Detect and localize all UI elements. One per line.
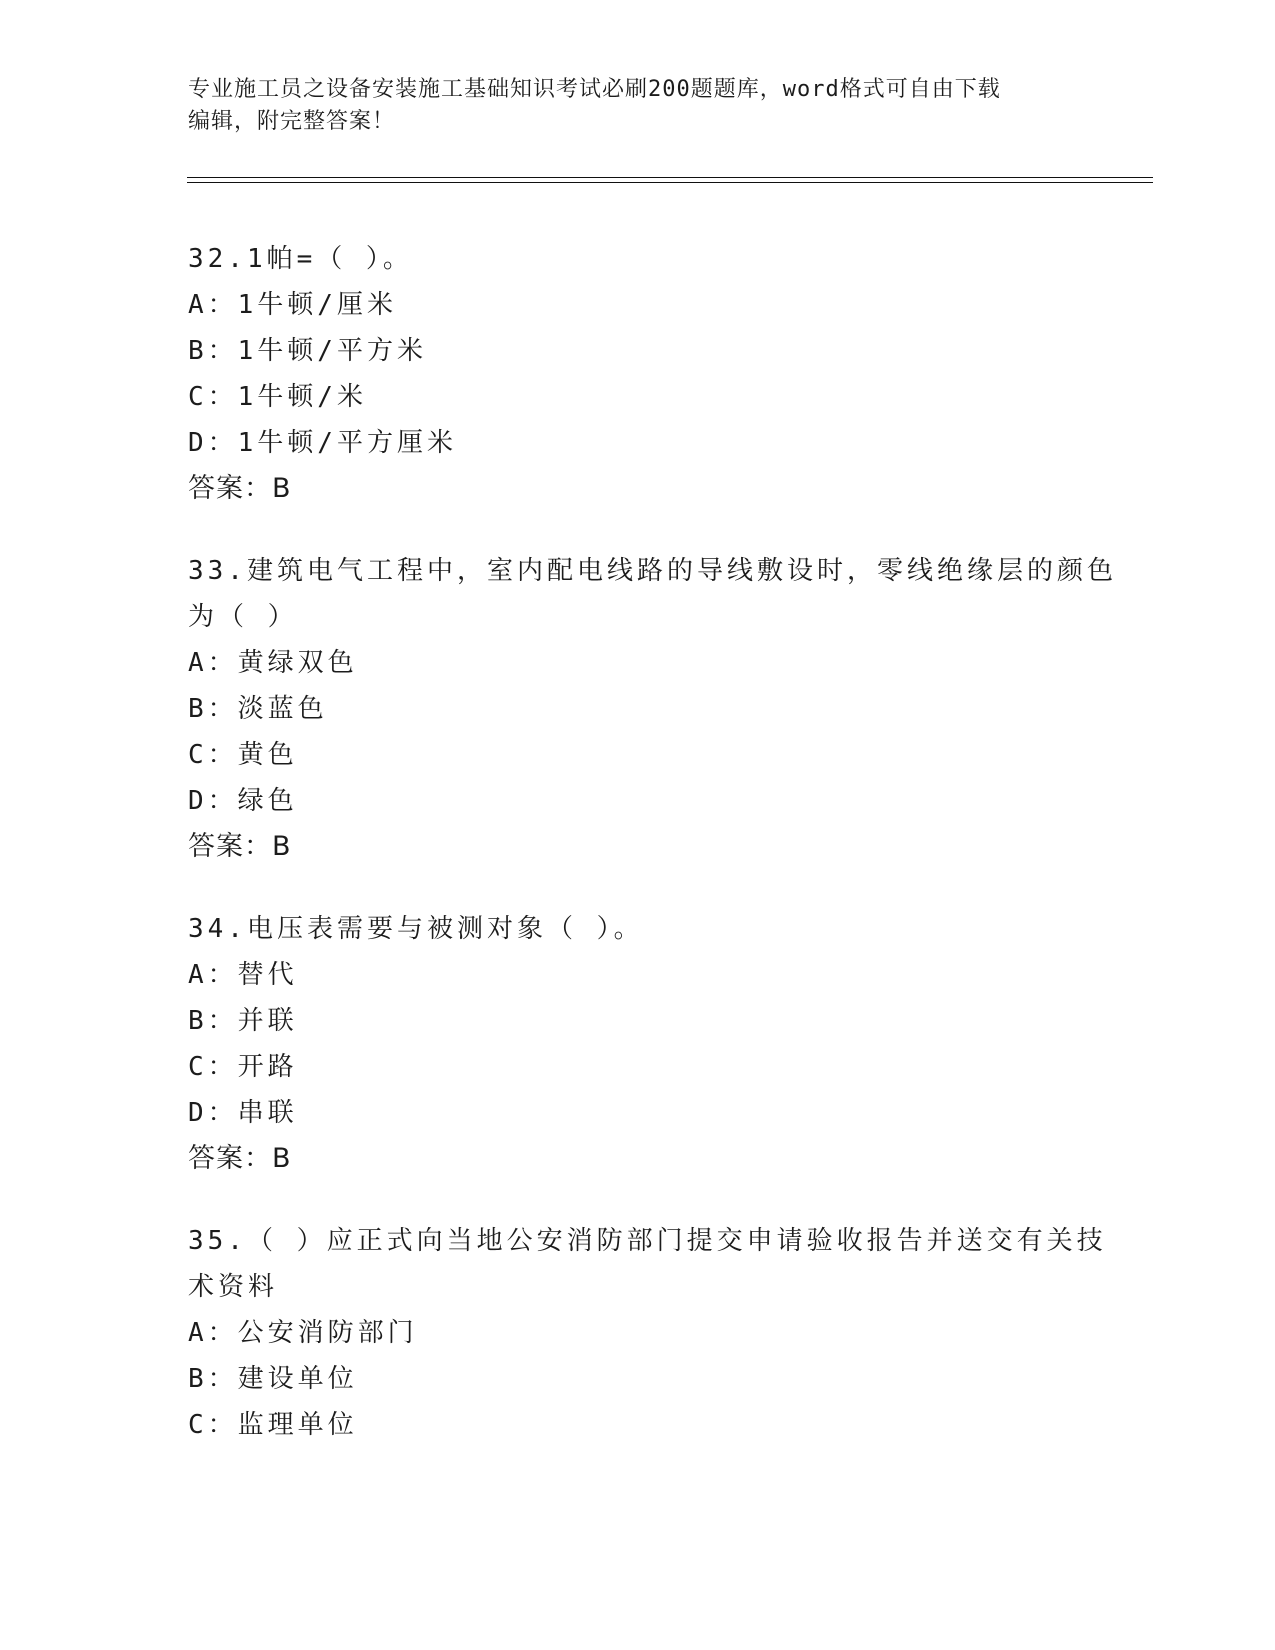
question-34-option-a: A：替代 — [188, 960, 298, 990]
question-35-stem-line-1: 35.（ ）应正式向当地公安消防部门提交申请验收报告并送交有关技 — [188, 1226, 1107, 1256]
header-title-line-1: 专业施工员之设备安装施工基础知识考试必刷200题题库，word格式可自由下载 — [188, 77, 1001, 102]
question-32 — [188, 236, 1088, 512]
question-35-option-a: A：公安消防部门 — [188, 1318, 418, 1348]
header-divider-bottom — [187, 182, 1153, 183]
question-34-option-b: B：并联 — [188, 1006, 298, 1036]
header-divider-top — [187, 177, 1153, 178]
question-32-option-c: C：1牛顿/米 — [188, 382, 367, 412]
question-35-stem-line-2: 术资料 — [188, 1272, 279, 1302]
question-35-option-b: B：建设单位 — [188, 1364, 358, 1394]
question-32-option-d: D：1牛顿/平方厘米 — [188, 428, 457, 458]
question-34-option-d: D：串联 — [188, 1098, 298, 1128]
question-33-option-c: C：黄色 — [188, 740, 298, 770]
question-33-stem-line-2: 为（ ） — [188, 602, 298, 632]
question-33-option-d: D：绿色 — [188, 786, 298, 816]
question-35-option-c: C：监理单位 — [188, 1410, 358, 1440]
question-34-option-c: C：开路 — [188, 1052, 298, 1082]
document-header — [188, 74, 1068, 138]
question-32-option-b: B：1牛顿/平方米 — [188, 336, 427, 366]
question-33-answer: 答案：B — [188, 831, 292, 862]
question-33 — [188, 548, 1117, 870]
question-list — [188, 236, 1117, 1484]
question-32-stem: 32.1帕=（ ）。 — [188, 244, 413, 274]
question-33-stem-line-1: 33.建筑电气工程中，室内配电线路的导线敷设时，零线绝缘层的颜色 — [188, 556, 1117, 586]
question-32-answer: 答案：B — [188, 473, 292, 504]
header-title-line-2: 编辑，附完整答案！ — [188, 109, 396, 134]
question-34-answer: 答案：B — [188, 1143, 292, 1174]
question-34 — [188, 906, 1088, 1182]
question-33-option-a: A：黄绿双色 — [188, 648, 358, 678]
question-33-option-b: B：淡蓝色 — [188, 694, 328, 724]
question-34-stem: 34.电压表需要与被测对象（ ）。 — [188, 914, 644, 944]
question-32-option-a: A：1牛顿/厘米 — [188, 290, 397, 320]
question-35 — [188, 1218, 1107, 1448]
